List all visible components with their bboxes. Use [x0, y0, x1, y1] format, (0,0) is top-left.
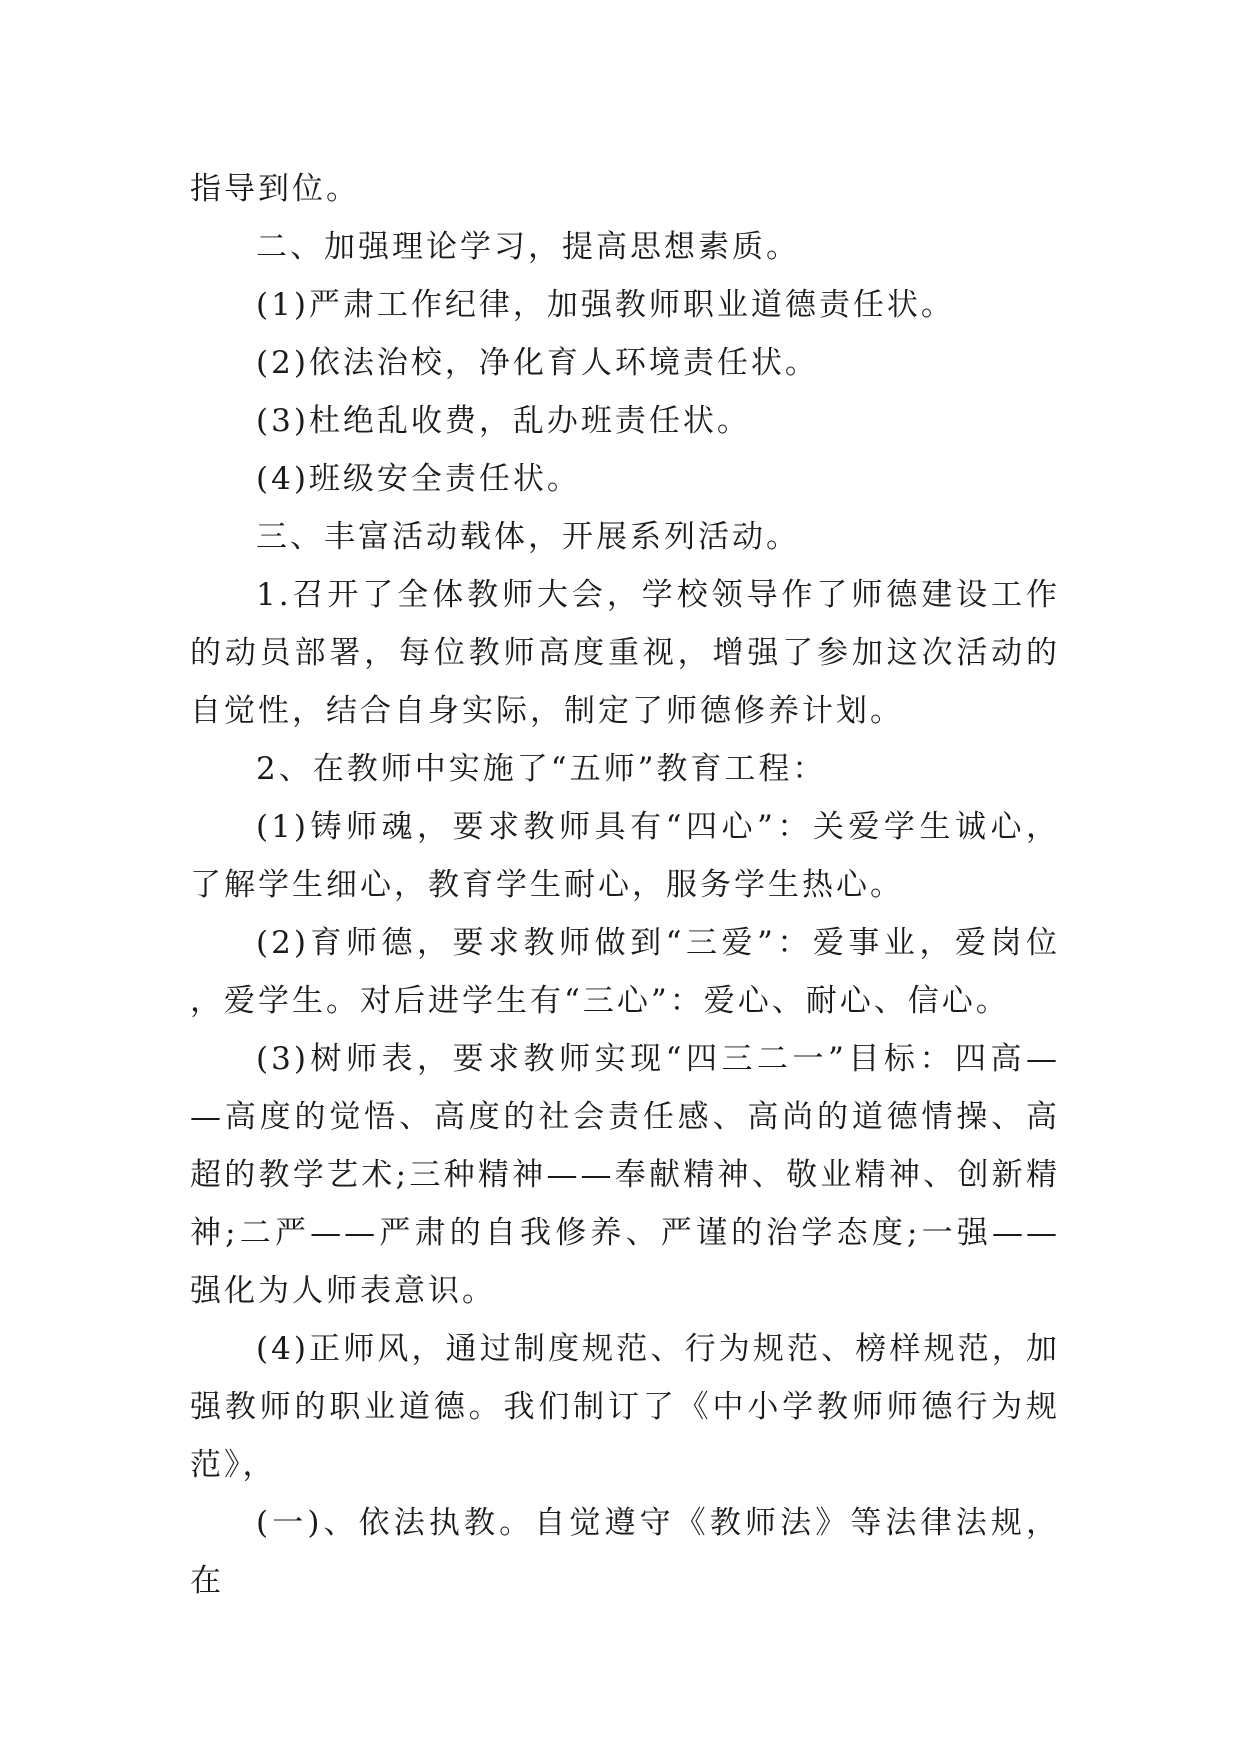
paragraph-7: 三、丰富活动载体，开展系列活动。: [256, 519, 800, 555]
paragraph-10: (1)铸师魂，要求教师具有“四心”：关爱学生诚心，了解学生细心，教育学生耐心，服务学生热心。: [190, 809, 1060, 903]
paragraph-14: (一)、依法执教。自觉遵守《教师法》等法律法规，在: [190, 1505, 1060, 1599]
paragraph-4: (2)依法治校，净化育人环境责任状。: [256, 345, 819, 381]
paragraph-2: 二、加强理论学习，提高思想素质。: [256, 229, 800, 265]
paragraph-12: (3)树师表，要求教师实现“四三二一”目标：四高——高度的觉悟、高度的社会责任感、高尚的道德情操、高超的教学艺术;三种精神——奉献精神、敬业精神、创新精神;二严——严肃的自我修养、严谨的治学态度;一强——强化为人师表意识。: [190, 1041, 1060, 1309]
paragraph-8: 1.召开了全体教师大会，学校领导作了师德建设工作的动员部署，每位教师高度重视，增强了参加这次活动的自觉性，结合自身实际，制定了师德修养计划。: [190, 577, 1060, 729]
paragraph-11: (2)育师德，要求教师做到“三爱”：爱事业，爱岗位，爱学生。对后进学生有“三心”：爱心、耐心、信心。: [190, 925, 1060, 1019]
paragraph-6: (4)班级安全责任状。: [256, 461, 581, 497]
paragraph-13: (4)正师风，通过制度规范、行为规范、榜样规范，加强教师的职业道德。我们制订了《中小学教师师德行为规范》，: [190, 1331, 1060, 1483]
paragraph-5: (3)杜绝乱收费，乱办班责任状。: [256, 403, 751, 439]
paragraph-1: 指导到位。: [190, 171, 360, 207]
document-body: [190, 160, 1060, 1610]
paragraph-9: 2、在教师中实施了“五师”教育工程：: [256, 751, 827, 787]
paragraph-3: (1)严肃工作纪律，加强教师职业道德责任状。: [256, 287, 955, 323]
